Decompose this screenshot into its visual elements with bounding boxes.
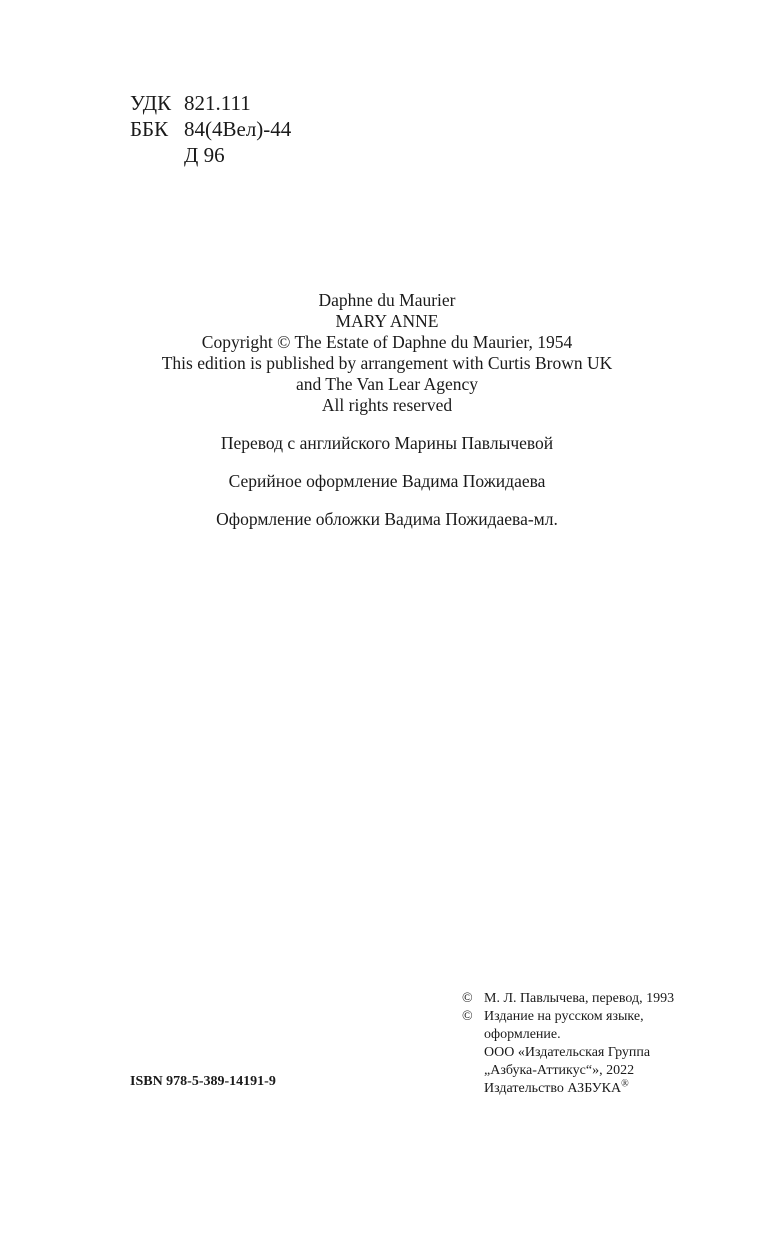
original-author: Daphne du Maurier: [318, 290, 456, 310]
author-mark: Д 96: [184, 143, 225, 167]
copyright-row-translation: [462, 990, 674, 1008]
publisher-group-cont: „Азбука-Аттикус“», 2022: [484, 1063, 635, 1078]
udk-label: УДК: [130, 91, 172, 115]
copyright-block: [462, 990, 674, 1098]
registered-trademark-icon: ®: [621, 1078, 629, 1090]
copyright-symbol: ©: [462, 1009, 473, 1024]
publisher-group: ООО «Издательская Группа: [484, 1045, 651, 1060]
edition-line-2: and The Van Lear Agency: [295, 374, 479, 394]
original-title: MARY ANNE: [335, 311, 439, 331]
series-design-credit: Серийное оформление Вадима Пожидаева: [228, 471, 546, 491]
cover-design-credit: Оформление обложки Вадима Пожидаева-мл.: [216, 509, 558, 529]
edition-line-1: This edition is published by arrangement with Curtis Brown UK: [161, 353, 613, 373]
udk-value: 821.111: [184, 91, 251, 115]
classification-block: [130, 90, 291, 168]
bbk-label: ББК: [130, 117, 169, 141]
author-mark-row: [130, 142, 291, 168]
isbn: ISBN 978-5-389-14191-9: [130, 1074, 276, 1089]
bbk-value: 84(4Вел)-44: [184, 117, 292, 141]
udk-row: [130, 90, 291, 116]
edition-copyright: Издание на русском языке,: [484, 1009, 644, 1024]
edition-copyright-cont: оформление.: [484, 1027, 561, 1042]
credits-block: [0, 290, 774, 530]
copyright-symbol: ©: [462, 991, 473, 1006]
copyright-row-edition: [462, 1008, 674, 1026]
bbk-row: [130, 116, 291, 142]
publisher-imprint-name: Издательство АЗБУКА: [484, 1081, 622, 1096]
publisher-imprint: [484, 1080, 629, 1098]
copyright-line: Copyright © The Estate of Daphne du Maurier, 1954: [201, 332, 573, 352]
translator-credit: Перевод с английского Марины Павлычевой: [220, 433, 554, 453]
translation-copyright: М. Л. Павлычева, перевод, 1993: [484, 991, 675, 1006]
rights-reserved: All rights reserved: [321, 395, 453, 415]
